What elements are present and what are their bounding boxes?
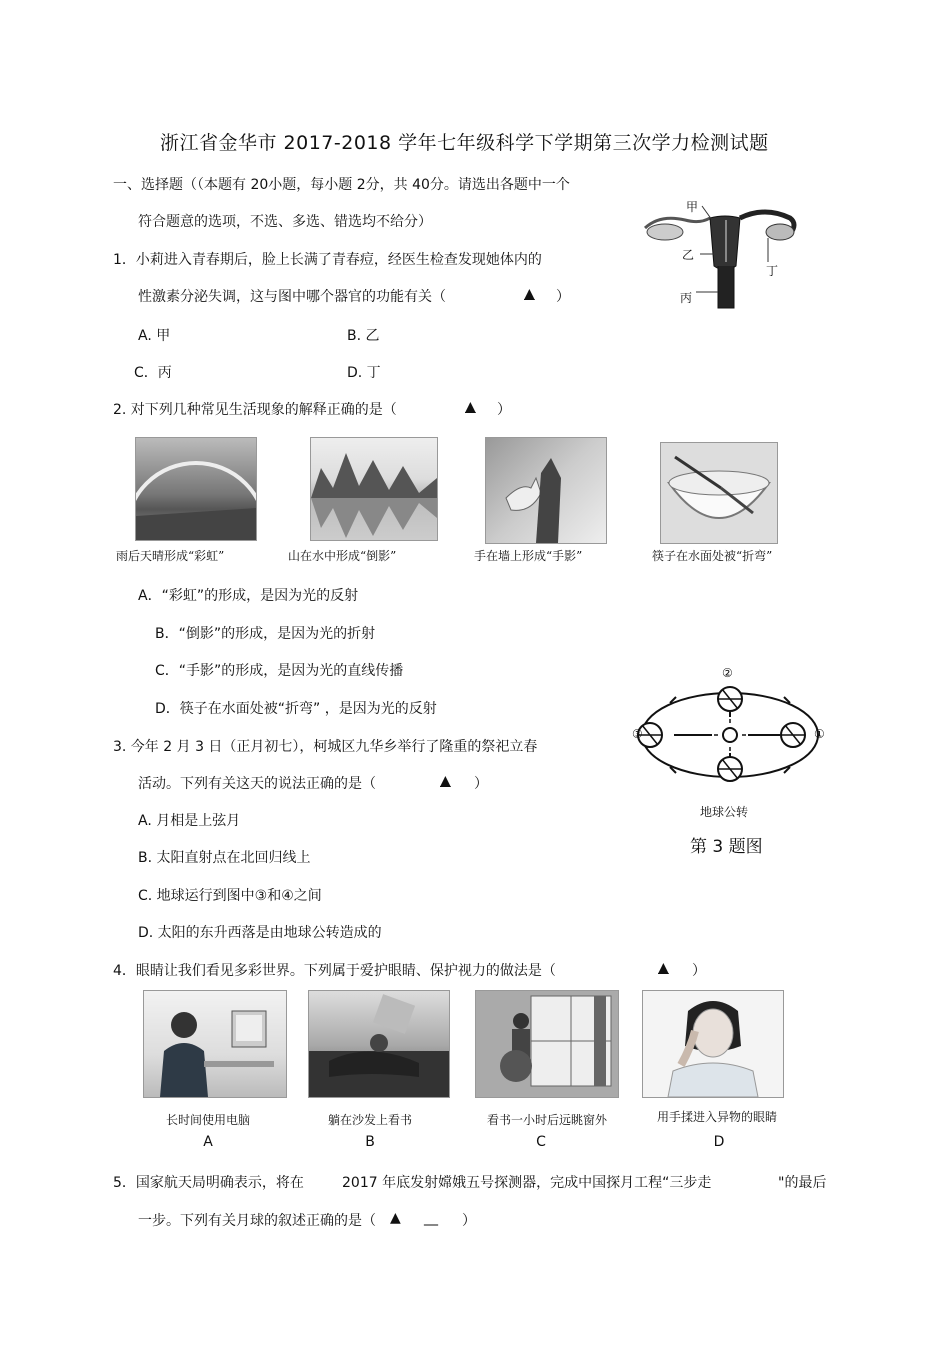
q2-stem: 2. 对下列几种常见生活现象的解释正确的是（: [113, 402, 397, 418]
q4-caption-d: 用手揉进入异物的眼睛: [656, 1110, 777, 1124]
q5-blank: __: [424, 1210, 438, 1226]
q1-option-a: A. 甲: [138, 328, 171, 344]
q2-caption-hand-shadow: 手在墙上形成“手影”: [474, 549, 583, 563]
q1-label-yi: 乙: [682, 248, 695, 262]
q3-option-d: D. 太阳的东升西落是由地球公转造成的: [138, 925, 382, 941]
q5-stem-line1c: "的最后: [778, 1175, 827, 1191]
orbit-label-2: ②: [722, 666, 733, 680]
q3-close: ）: [474, 776, 488, 792]
q2-option-c: C．“手影”的形成，是因为光的直线传播: [155, 663, 404, 679]
q2-option-d: D．筷子在水面处被“折弯” ，是因为光的反射: [155, 701, 437, 717]
q2-caption-rainbow: 雨后天晴形成“彩虹”: [116, 549, 225, 563]
q2-option-b: B．“倒影”的形成，是因为光的折射: [155, 626, 376, 642]
q1-option-d: D. 丁: [347, 365, 381, 381]
q5-answer-mark: ▲: [390, 1210, 401, 1226]
sofa-reading-photo: [308, 990, 450, 1098]
q3-answer-mark: ▲: [440, 773, 451, 789]
q4-answer-mark: ▲: [658, 960, 669, 976]
q1-close: ）: [556, 289, 570, 305]
q1-stem-line1: 1．小莉进入青春期后，脸上长满了青春痘，经医生检查发现她体内的: [113, 252, 542, 268]
q1-label-jia: 甲: [686, 200, 699, 214]
q3-option-a: A. 月相是上弦月: [138, 813, 241, 829]
rainbow-photo: [135, 437, 257, 541]
earth-orbit-figure: [630, 665, 835, 810]
q3-stem-line2: 活动。下列有关这天的说法正确的是（: [138, 776, 376, 792]
q3-stem-line1: 3. 今年 2 月 3 日（正月初七），柯城区九华乡举行了隆重的祭祀立春: [113, 739, 538, 755]
q2-answer-mark: ▲: [465, 399, 476, 415]
orbit-label-1: ①: [814, 727, 825, 741]
q2-close: ）: [497, 402, 511, 418]
q4-letter-d: D: [713, 1134, 725, 1150]
reflection-photo: [310, 437, 438, 541]
eye-rubbing-photo: [642, 990, 784, 1098]
q2-caption-reflection: 山在水中形成“倒影”: [288, 549, 397, 563]
q5-stem-line2: 一步。下列有关月球的叙述正确的是（: [138, 1213, 376, 1229]
q1-option-b: B. 乙: [347, 328, 380, 344]
section-heading: 一、选择题（（本题有 20小题，每小题 2分，共 40分。请选出各题中一个: [113, 177, 570, 193]
q4-caption-c: 看书一小时后远眺窗外: [486, 1113, 607, 1127]
q2-caption-chopstick: 筷子在水面处被“折弯”: [652, 549, 773, 563]
computer-photo: [143, 990, 287, 1098]
q1-label-ding: 丁: [766, 264, 779, 278]
q1-stem-line2: 性激素分泌失调，这与图中哪个器官的功能有关（: [138, 289, 446, 305]
q4-caption-b: 躺在沙发上看书: [327, 1113, 412, 1127]
q4-stem: 4．眼睛让我们看见多彩世界。下列属于爱护眼睛、保护视力的做法是（: [113, 963, 556, 979]
q3-option-c: C. 地球运行到图中③和④之间: [138, 888, 322, 904]
page-title: 浙江省金华市 2017-2018 学年七年级科学下学期第三次学力检测试题: [160, 132, 769, 154]
q5-stem-line1b: 2017 年底发射嫦娥五号探测器，完成中国探月工程“三步走: [342, 1175, 712, 1191]
window-view-photo: [475, 990, 619, 1098]
q1-organ-figure: [640, 196, 810, 314]
q3-option-b: B. 太阳直射点在北回归线上: [138, 850, 311, 866]
orbit-figure-label: 地球公转: [700, 805, 749, 819]
q5-close: ）: [462, 1213, 476, 1229]
q5-stem-line1a: 5．国家航天局明确表示，将在: [113, 1175, 304, 1191]
q4-letter-b: B: [365, 1134, 375, 1150]
section-instructions: 符合题意的选项，不选、多选、错选均不给分）: [138, 214, 432, 230]
q3-figure-caption: 第 3 题图: [690, 837, 763, 857]
q4-caption-a: 长时间使用电脑: [165, 1113, 250, 1127]
q4-letter-c: C: [536, 1134, 546, 1150]
q4-close: ）: [692, 963, 706, 979]
q1-option-c: C．丙: [134, 365, 172, 381]
chopstick-photo: [660, 442, 778, 544]
orbit-label-3: ③: [632, 727, 643, 741]
q4-letter-a: A: [203, 1134, 213, 1150]
q1-answer-mark: ▲: [524, 286, 535, 302]
q2-option-a: A．“彩虹”的形成，是因为光的反射: [138, 588, 359, 604]
q1-label-bing: 丙: [680, 291, 693, 305]
hand-shadow-photo: [485, 437, 607, 544]
